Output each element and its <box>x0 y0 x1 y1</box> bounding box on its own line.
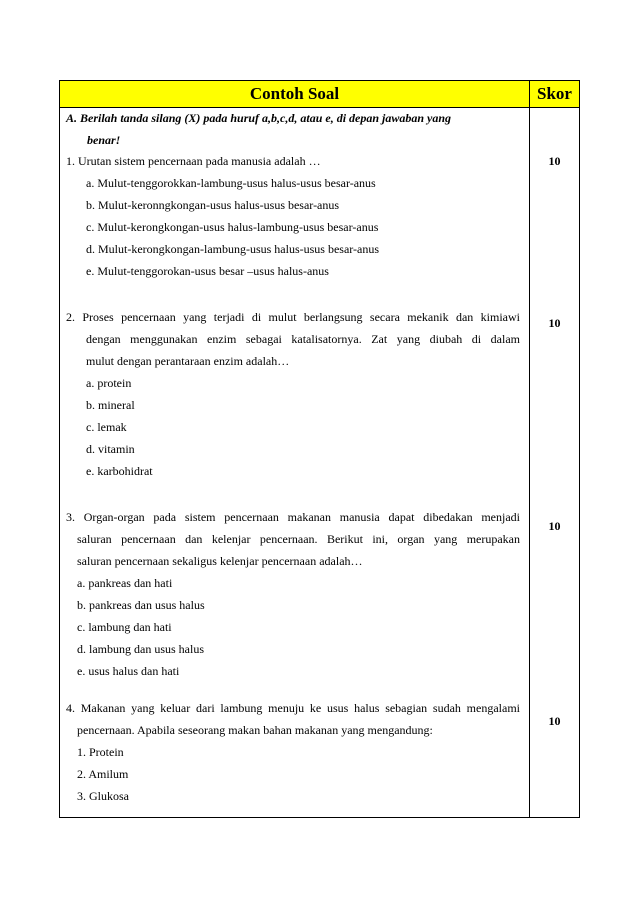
header-title: Contoh Soal <box>249 84 340 103</box>
column-divider <box>529 81 530 817</box>
question-1-option: b. Mulut-keronngkongan-usus halus-usus besar-anus <box>86 198 340 212</box>
question-3-text: saluran pencernaan sekaligus kelenjar pencernaan adalah… <box>77 554 363 568</box>
question-3-option: d. lambung dan usus halus <box>77 642 204 656</box>
question-4-text: 4. Makanan yang keluar dari lambung menuju ke usus halus sebagian sudah mengalami <box>66 701 520 715</box>
question-2-option: a. protein <box>86 376 132 390</box>
question-1-option: c. Mulut-kerongkongan-usus halus-lambung-usus besar-anus <box>86 220 379 234</box>
question-2-option: e. karbohidrat <box>86 464 153 478</box>
question-2-option: b. mineral <box>86 398 135 412</box>
question-4-option: 2. Amilum <box>77 767 129 781</box>
question-4-option: 3. Glukosa <box>77 789 129 803</box>
instruction-line: A. Berilah tanda silang (X) pada huruf a,b,c,d, atau e, di depan jawaban yang <box>66 111 452 125</box>
question-4-score: 10 <box>548 714 561 728</box>
question-2-text: dengan menggunakan enzim sebagai katalisatornya. Zat yang diubah di dalam <box>86 332 520 346</box>
question-3-text: 3. Organ-organ pada sistem pencernaan makanan manusia dapat dibedakan menjadi <box>66 510 520 524</box>
question-4-text: pencernaan. Apabila seseorang makan bahan makanan yang mengandung: <box>77 723 433 737</box>
question-2-text: mulut dengan perantaraan enzim adalah… <box>86 354 290 368</box>
question-3-score: 10 <box>548 519 561 533</box>
question-1-option: d. Mulut-kerongkongan-lambung-usus halus-usus besar-anus <box>86 242 380 256</box>
question-2-option: c. lemak <box>86 420 127 434</box>
question-3-option: b. pankreas dan usus halus <box>77 598 205 612</box>
question-2-text: 2. Proses pencernaan yang terjadi di mulut berlangsung secara mekanik dan kimiawi <box>66 310 520 324</box>
header-skor: Skor <box>537 84 572 103</box>
table-header <box>60 81 579 108</box>
question-3-option: c. lambung dan hati <box>77 620 172 634</box>
soal-table <box>59 80 580 818</box>
question-3-option: e. usus halus dan hati <box>77 664 180 678</box>
question-3-text: saluran pencernaan dan kelenjar pencernaan. Berikut ini, organ yang merupakan <box>77 532 520 546</box>
question-2-option: d. vitamin <box>86 442 135 456</box>
question-4-option: 1. Protein <box>77 745 124 759</box>
question-1-text: 1. Urutan sistem pencernaan pada manusia adalah … <box>66 154 321 168</box>
question-3-option: a. pankreas dan hati <box>77 576 173 590</box>
question-1-score: 10 <box>548 154 561 168</box>
instruction-line: benar! <box>87 133 121 147</box>
question-1-option: a. Mulut-tenggorokkan-lambung-usus halus-usus besar-anus <box>86 176 376 190</box>
question-1-option: e. Mulut-tenggorokan-usus besar –usus halus-anus <box>86 264 329 278</box>
question-2-score: 10 <box>548 316 561 330</box>
